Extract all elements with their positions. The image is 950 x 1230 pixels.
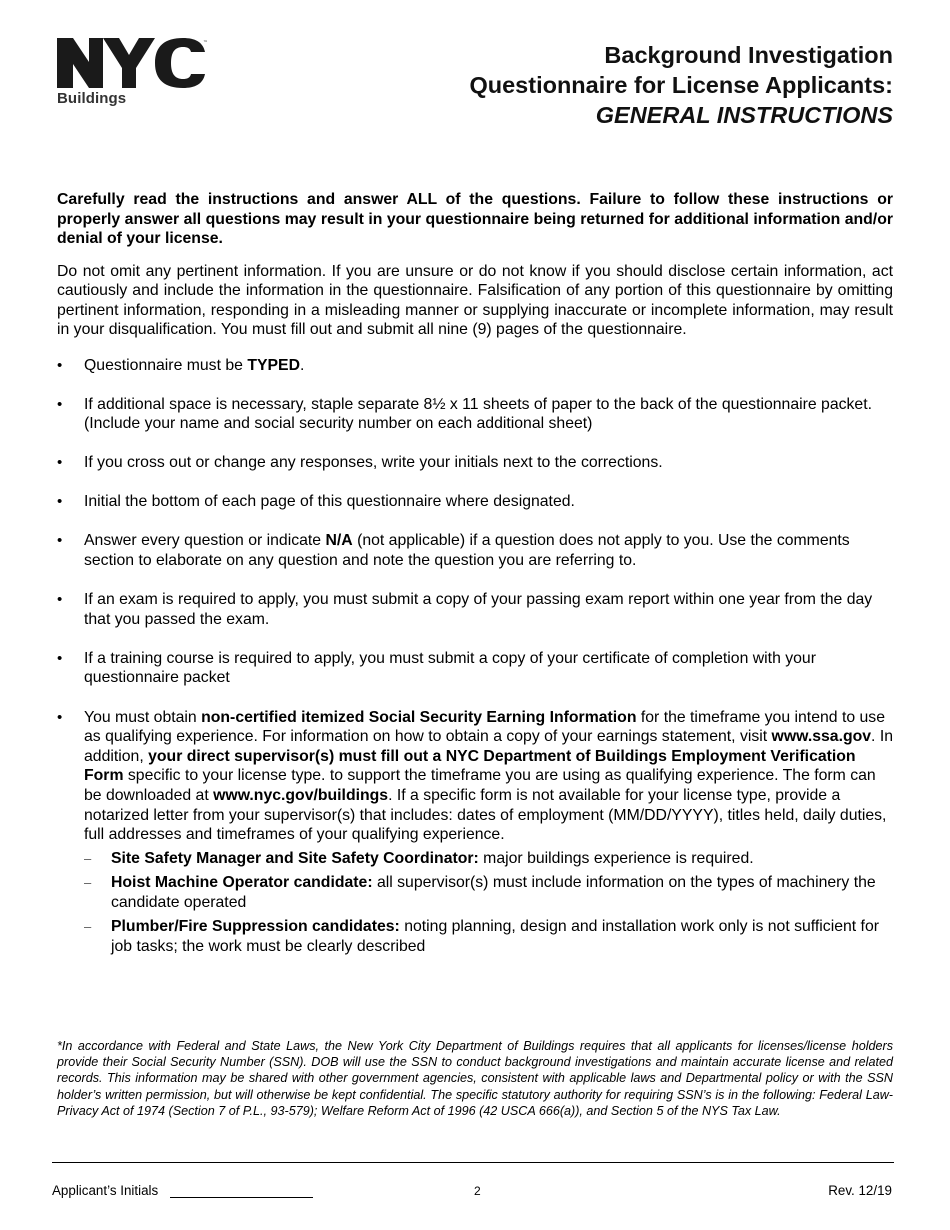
text: for the timeframe you intend to use as qualifying experience. For information on how to obtain a copy of your earnings statement, visit — [84, 708, 885, 746]
text: If an exam is required to apply, you must submit a copy of your passing exam report within one year from the day that you passed the exam. — [84, 591, 873, 628]
title-line-2: Questionnaire for License Applicants: — [469, 72, 893, 98]
text-bold: N/A — [325, 532, 353, 550]
sub-item-site-safety — [84, 849, 893, 869]
bullet-icon: • — [57, 356, 63, 374]
dash-icon: – — [84, 919, 92, 935]
footer-divider — [52, 1162, 894, 1163]
initials-blank-line[interactable] — [170, 1184, 313, 1198]
text: noting planning, design and installation work only is not sufficient for job tasks; the work must be clearly described — [111, 918, 879, 956]
list-item-exam — [57, 590, 893, 629]
instruction-list — [57, 356, 893, 957]
nyc-logo-mark — [57, 38, 207, 90]
svg-text:™: ™ — [203, 40, 208, 46]
ssn-footnote: *In accordance with Federal and State Laws, the New York City Department of Buildings requires that all applicants for licenses/license holders provide their Social Security Number (SSN). DOB will use the SSN to conduct background investigations and maintain accurate license and related records. This information may be shared with other government agencies, consistent with applicable laws and Departmental policy or with the SSN holder’s written permission, but will otherwise be kept confidential. The specific statutory authority for requiring SSN’s is in the following: Federal Law-Privacy Act of 1974 (Section 7 of P.L., 93-579); Welfare Reform Act of 1996 (42 USCA 666(a)), and Section 5 of the NYS Tax Law. — [57, 1039, 893, 1118]
list-item-training — [57, 649, 893, 688]
text: You must obtain — [84, 708, 202, 726]
text: all supervisor(s) must include information on the types of machinery the candidate operated — [111, 874, 876, 911]
text: . — [300, 356, 305, 374]
text-bold: Plumber/Fire Suppression candidates: — [111, 918, 400, 936]
text-bold: Site Safety Manager and Site Safety Coordinator: — [111, 849, 479, 867]
ssa-link[interactable]: www.ssa.gov — [771, 728, 872, 746]
list-item-additional-space — [57, 395, 893, 434]
initials-field — [52, 1183, 313, 1198]
text: Initial the bottom of each page of this questionnaire where designated. — [84, 493, 575, 511]
revision-label: Rev. 12/19 — [828, 1183, 892, 1198]
initials-label: Applicant’s Initials — [52, 1183, 159, 1198]
bullet-icon: • — [57, 395, 63, 413]
page-footer — [52, 1183, 894, 1203]
list-item-initials — [57, 492, 893, 512]
bullet-icon: • — [57, 649, 63, 667]
dash-icon: – — [84, 850, 92, 866]
title-line-1: Background Investigation — [604, 42, 893, 68]
bullet-icon: • — [57, 493, 63, 511]
text: . In addition, — [84, 728, 893, 765]
nyc-buildings-logo — [57, 38, 207, 110]
title-line-3: GENERAL INSTRUCTIONS — [595, 102, 893, 128]
logo-subtitle: Buildings — [57, 90, 127, 107]
list-item-typed — [57, 356, 893, 376]
bullet-icon: • — [57, 454, 63, 472]
text-bold: Hoist Machine Operator candidate: — [111, 874, 373, 892]
nyc-buildings-link[interactable]: www.nyc.gov/buildings — [213, 786, 389, 804]
text-bold: non-certified itemized Social Security Earning Information — [201, 708, 637, 726]
sub-item-hoist-operator — [84, 873, 893, 912]
text: If additional space is necessary, staple separate 8½ x 11 sheets of paper to the back of the questionnaire packet. (Include your name and social security number on each additional sheet) — [84, 395, 872, 433]
page-number: 2 — [474, 1184, 481, 1198]
list-item-ssa-earnings — [57, 708, 893, 957]
instructions-body — [57, 190, 893, 976]
text: Answer every question or indicate — [84, 532, 326, 550]
intro-paragraph: Do not omit any pertinent information. If you are unsure or do not know if you should disclose certain information, act cautiously and include the information in the questionnaire. Falsification of any portion of this questionnaire by omitting pertinent information, responding in a misleading manner or supplying inaccurate or incomplete information, may result in your disqualification. You must fill out and submit all nine (9) pages of the questionnaire. — [57, 262, 893, 338]
text: . If a specific form is not available for your license type, provide a notarized letter from your supervisor(s) that includes: dates of employment (MM/DD/YYYY), titles held, daily duties, full addresses and timeframes of your qualifying experience. — [84, 786, 887, 844]
text: (not applicable) if a question does not apply to you. Use the comments section to elaborate on any question and note the question you are referring to. — [84, 532, 850, 570]
dash-icon: – — [84, 875, 92, 891]
text-bold: your direct supervisor(s) must fill out a NYC Department of Buildings Employment Verification Form — [84, 747, 856, 785]
license-type-requirements — [84, 849, 893, 957]
list-item-corrections — [57, 453, 893, 473]
text: specific to your license type. to support the timeframe you are using as qualifying experience. The form can be downloaded at — [84, 767, 876, 804]
bullet-icon: • — [57, 532, 63, 550]
bullet-icon: • — [57, 591, 63, 609]
bullet-icon: • — [57, 708, 63, 726]
text: Questionnaire must be — [84, 356, 248, 374]
text: major buildings experience is required. — [478, 849, 754, 867]
text: If you cross out or change any responses, write your initials next to the corrections. — [84, 454, 663, 472]
text: If a training course is required to apply, you must submit a copy of your certificate of completion with your questionnaire packet — [84, 649, 816, 687]
document-title — [469, 40, 893, 130]
text-bold: TYPED — [247, 356, 300, 374]
list-item-answer-every — [57, 531, 893, 570]
sub-item-plumber — [84, 917, 893, 956]
intro-warning: Carefully read the instructions and answer ALL of the questions. Failure to follow these instructions or properly answer all questions may result in your questionnaire being returned for additional information and/or denial of your license. — [57, 191, 893, 247]
